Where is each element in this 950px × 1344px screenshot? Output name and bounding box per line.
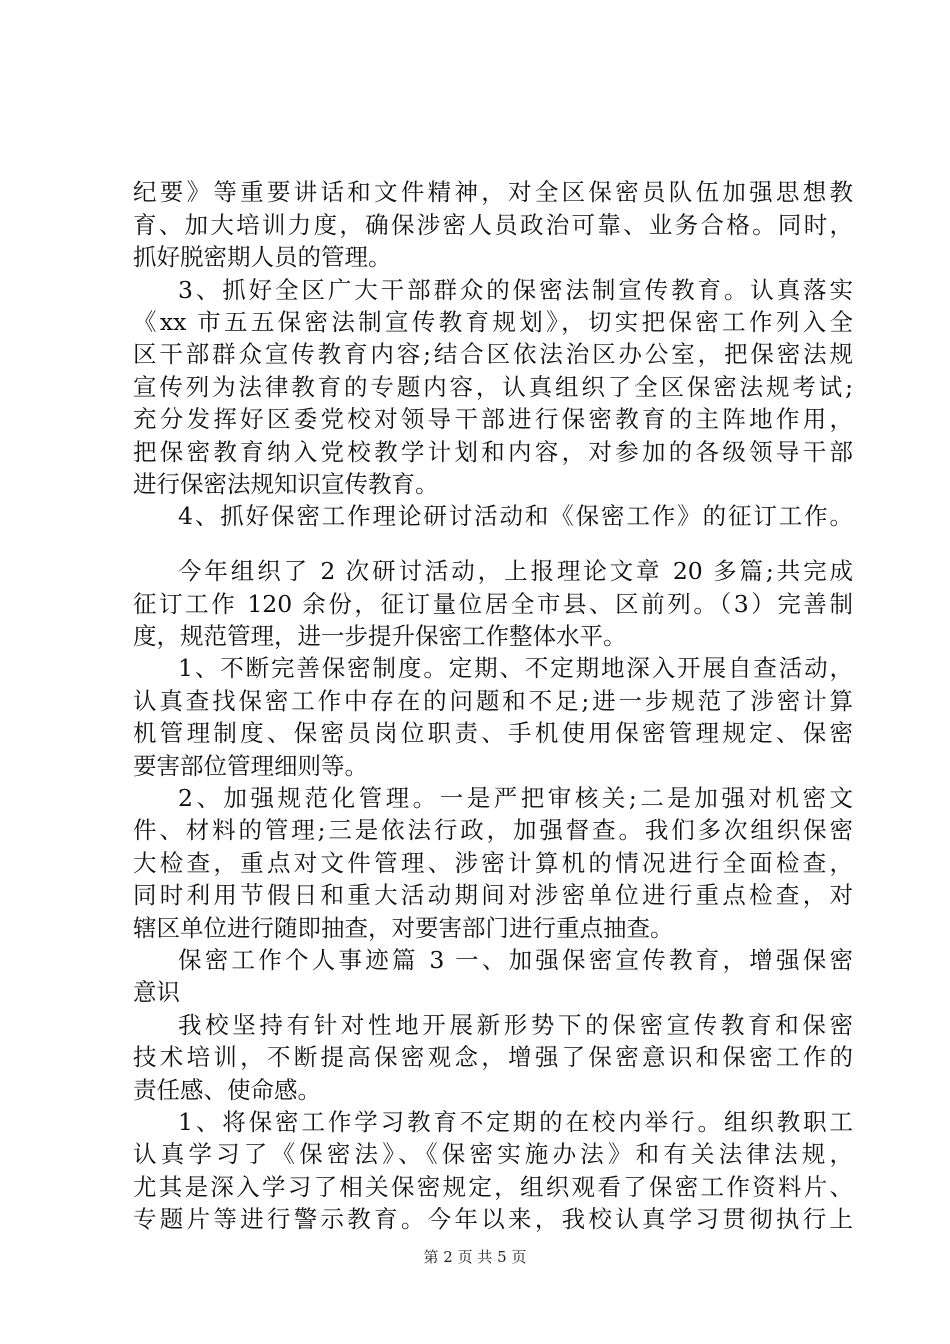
text-line: 度，规范管理，进一步提升保密工作整体水平。 [133,622,627,650]
text-line: 充分发挥好区委党校对领导干部进行保密教育的主阵地作用， [133,405,853,433]
text-line: 宣传列为法律教育的专题内容，认真组织了全区保密法规考试; [133,373,853,401]
text-line: 纪要》等重要讲话和文件精神，对全区保密员队伍加强思想教 [133,178,853,206]
text-line: 机管理制度、保密员岗位职责、手机使用保密管理规定、保密 [133,719,853,747]
text-line: 认真查找保密工作中存在的问题和不足;进一步规范了涉密计算 [133,687,853,715]
text-line: 把保密教育纳入党校教学计划和内容，对参加的各级领导干部 [133,438,853,466]
text-line: 认真学习了《保密法》、《保密实施办法》和有关法律法规， [133,1140,853,1168]
text-line: 育、加大培训力度，确保涉密人员政治可靠、业务合格。同时， [133,211,853,239]
text-line: 责任感、使命感。 [133,1076,321,1104]
text-line: 技术培训，不断提高保密观念，增强了保密意识和保密工作的 [133,1043,853,1071]
text-line: 4、抓好保密工作理论研讨活动和《保密工作》的征订工作。 [178,502,853,530]
text-line: 《xx 市五五保密法制宣传教育规划》，切实把保密工作列入全 [133,308,853,336]
text-line: 辖区单位进行随即抽查，对要害部门进行重点抽查。 [133,914,674,942]
text-line: 今年组织了 2 次研讨活动，上报理论文章 20 多篇;共完成 [178,557,853,585]
text-line: 抓好脱密期人员的管理。 [133,243,392,271]
page-number-footer: 第 2 页 共 5 页 [423,1248,527,1266]
text-line: 3、抓好全区广大干部群众的保密法制宣传教育。认真落实 [178,276,853,304]
text-line: 区干部群众宣传教育内容;结合区依法治区办公室，把保密法规 [133,340,853,368]
text-line: 意识 [133,978,180,1006]
text-line: 要害部位管理细则等。 [133,752,368,780]
text-line: 进行保密法规知识宣传教育。 [133,470,439,498]
text-line: 件、材料的管理;三是依法行政，加强督查。我们多次组织保密 [133,816,853,844]
text-line: 大检查，重点对文件管理、涉密计算机的情况进行全面检查， [133,849,853,877]
text-line: 征订工作 120 余份，征订量位居全市县、区前列。（3）完善制 [133,590,853,618]
text-line: 1、不断完善保密制度。定期、不定期地深入开展自查活动， [178,654,853,682]
text-line: 尤其是深入学习了相关保密规定，组织观看了保密工作资料片、 [133,1173,853,1201]
text-line: 保密工作个人事迹篇 3 一、加强保密宣传教育，增强保密 [178,946,853,974]
text-line: 1、将保密工作学习教育不定期的在校内举行。组织教职工 [178,1108,853,1136]
text-line: 同时利用节假日和重大活动期间对涉密单位进行重点检查，对 [133,881,853,909]
text-line: 我校坚持有针对性地开展新形势下的保密宣传教育和保密 [178,1011,853,1039]
text-line: 专题片等进行警示教育。今年以来，我校认真学习贯彻执行上 [133,1205,853,1233]
text-line: 2、加强规范化管理。一是严把审核关;二是加强对机密文 [178,784,853,812]
